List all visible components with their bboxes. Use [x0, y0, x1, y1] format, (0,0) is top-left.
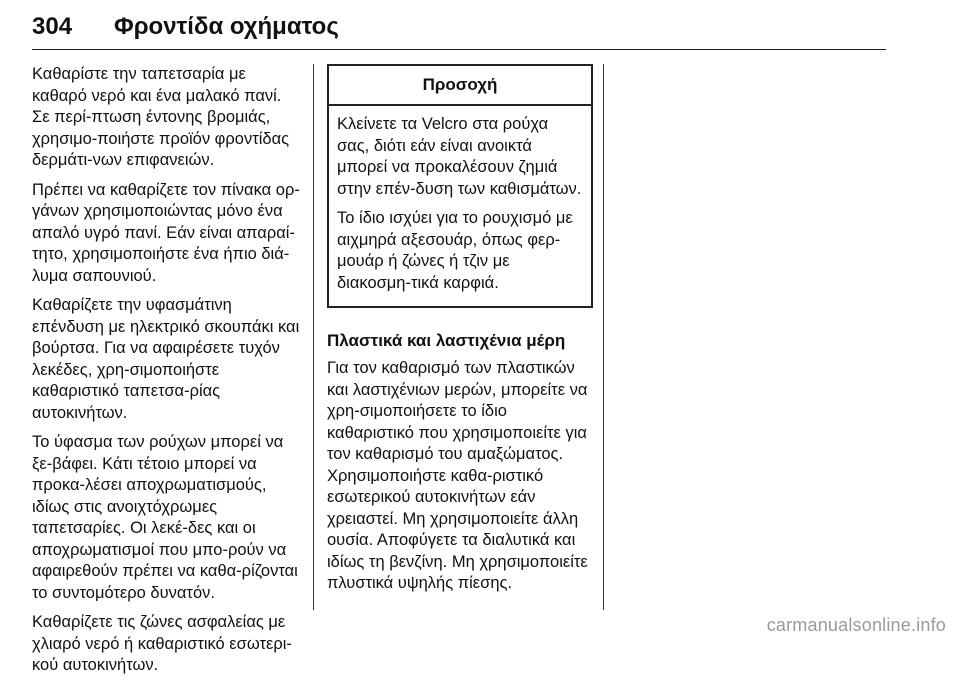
paragraph: Καθαρίζετε τις ζώνες ασφαλείας με χλιαρό νερό ή καθαριστικό εσωτερι-κού αυτοκινήτων.: [32, 613, 292, 674]
section-heading: Πλαστικά και λαστιχένια μέρη: [327, 331, 566, 350]
header-divider: [32, 49, 886, 50]
watermark: carmanualsonline.info: [766, 615, 946, 635]
caution-paragraph: Κλείνετε τα Velcro στα ρούχα σας, διότι εάν είναι ανοικτά μπορεί να προκαλέσουν ζημιά στην επέν-δυση των καθισμάτων.: [337, 115, 582, 198]
column-divider-right: [603, 64, 604, 610]
page-title: Φροντίδα οχήματος: [114, 13, 339, 40]
caution-box: [327, 64, 593, 308]
page-header: [32, 10, 886, 48]
paragraph: Πρέπει να καθαρίζετε τον πίνακα ορ-γάνων χρησιμοποιώντας μόνο ένα απαλό υγρό πανί. Εάν είναι απαραί-τητο, χρησιμοποιήστε ένα ήπιο διά-λυμα σαπουνιού.: [32, 180, 300, 285]
paragraph: Καθαρίστε την ταπετσαρία με καθαρό νερό και ένα μαλακό πανί. Σε περί-πτωση έντονης βρομιάς, χρησιμο-ποιήστε προϊόν φροντίδας δερμάτι-νων επιφανειών.: [32, 65, 290, 169]
column-divider-left: [313, 64, 314, 610]
paragraph: Καθαρίζετε την υφασμάτινη επένδυση με ηλεκτρικό σκουπάκι και βούρτσα. Για να αφαιρέσετε τυχόν λεκέδες, χρη-σιμοποιήστε καθαριστικό ταπετσα-ρίας αυτοκινήτων.: [32, 296, 300, 422]
left-column: [32, 64, 302, 685]
paragraph: Το ύφασμα των ρούχων μπορεί να ξε-βάφει. Κάτι τέτοιο μπορεί να προκα-λέσει αποχρωματισμούς, ιδίως στις ανοιχτόχρωμες ταπετσαρίες. Οι λεκέ-δες και οι αποχρωματισμοί που μπο-ρούν να αφαιρεθούν πρέπει να καθα-ρίζονται το συντομότερο δυνατόν.: [32, 433, 298, 602]
page-number: 304: [32, 13, 73, 40]
middle-column: [327, 64, 592, 603]
section-body: Για τον καθαρισμό των πλαστικών και λαστιχένιων μερών, μπορείτε να χρη-σιμοποιήσετε το ίδιο καθαριστικό που χρησιμοποιείτε για τον καθαρισμό του αμαξώματος. Χρησιμοποιήστε καθα-ριστικό εσωτερικού αυτοκινήτων εάν χρειαστεί. Μη χρησιμοποιείτε άλλη ουσία. Αποφύγετε τα διαλυτικά και ιδίως τη βενζίνη. Μη χρησιμοποιείτε πλυστικά υψηλής πίεσης.: [327, 359, 588, 592]
caution-paragraph: Το ίδιο ισχύει για το ρουχισμό με αιχμηρά αξεσουάρ, όπως φερ-μουάρ ή ζώνες ή τζιν με διακοσμη-τικά καρφιά.: [337, 209, 573, 292]
caution-title: Προσοχή: [329, 66, 591, 106]
caution-body: [329, 106, 591, 306]
